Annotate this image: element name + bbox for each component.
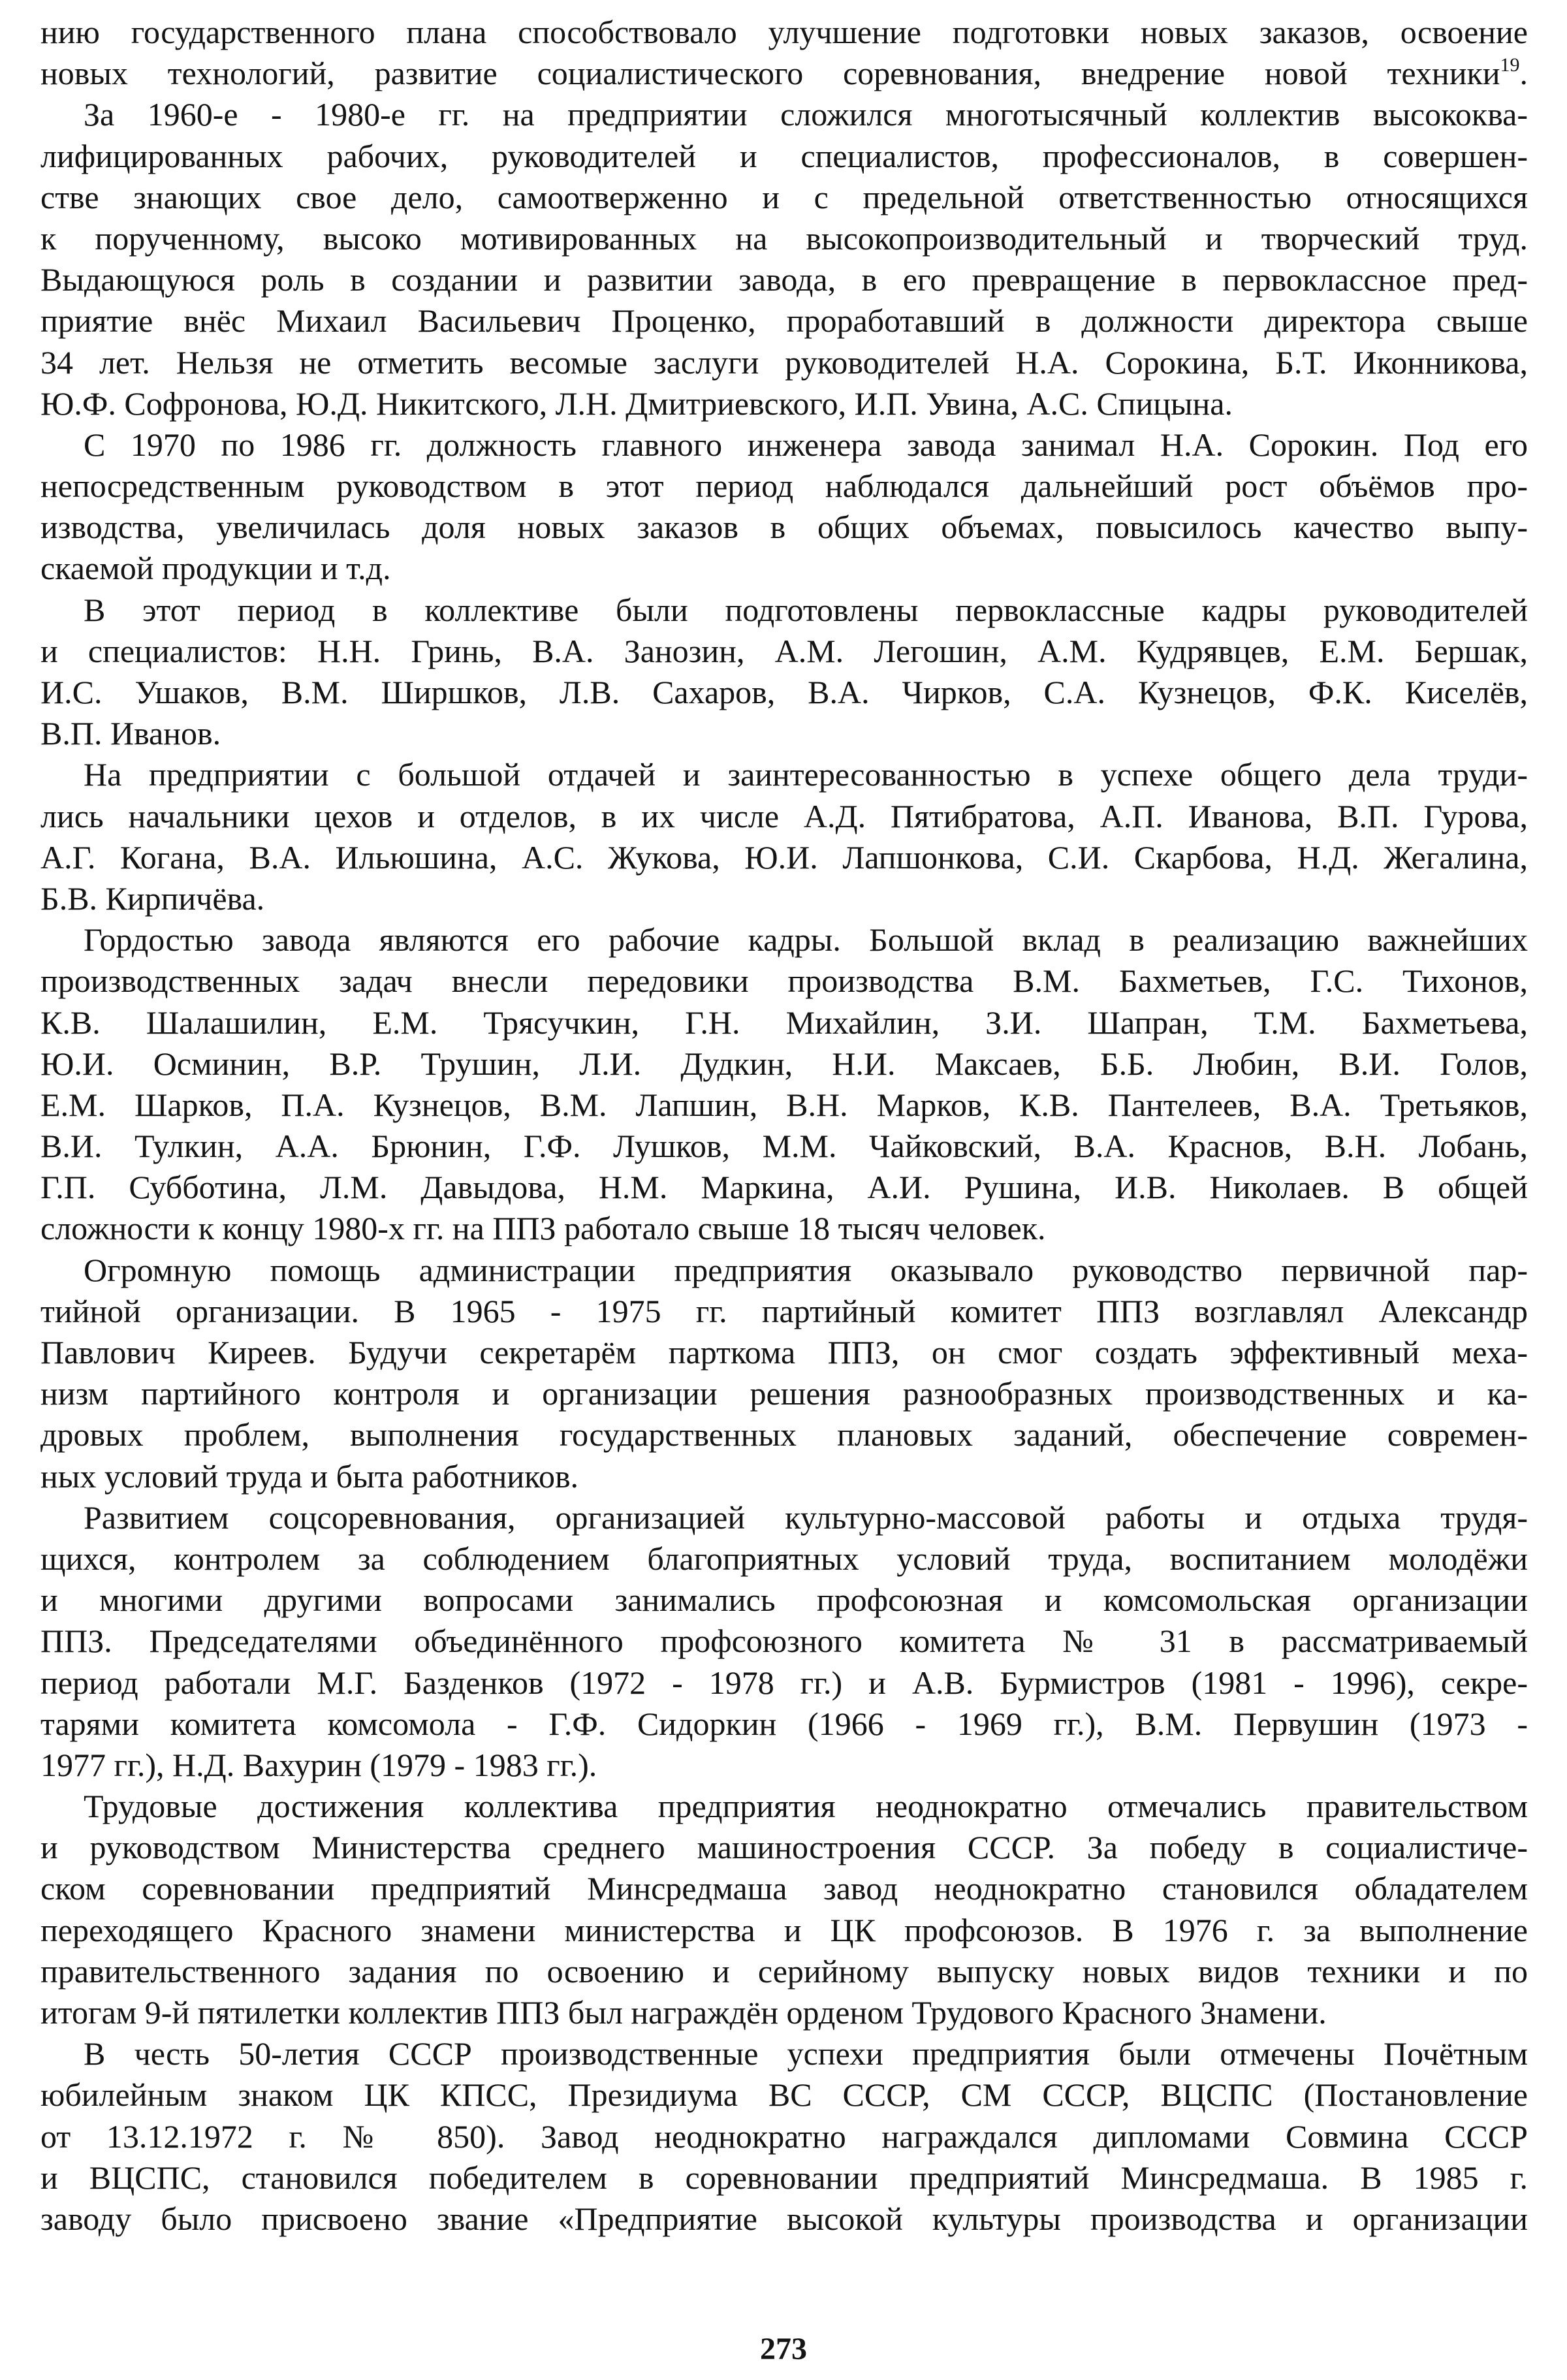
text-line: и специалистов: Н.Н. Гринь, В.А. Занозин, А.М. Легошин, А.М. Кудрявцев, Е.М. Бершак,: [40, 632, 1528, 669]
text-line: За 1960-е - 1980-е гг. на предприятии сложился многотысячный коллектив высококва-: [84, 96, 1528, 133]
paragraph: [40, 2033, 1528, 2240]
paragraph: [40, 1497, 1528, 1786]
text-line: Выдающуюся роль в создании и развитии завода, в его превращение в первоклассное пред-: [40, 261, 1528, 298]
text-line: И.С. Ушаков, В.М. Ширшков, Л.В. Сахаров, В.А. Чирков, С.А. Кузнецов, Ф.К. Киселёв,: [40, 674, 1528, 710]
text-line: Павлович Киреев. Будучи секретарём парткома ППЗ, он смог создать эффективный меха-: [40, 1334, 1528, 1371]
text-line: и многими другими вопросами занимались профсоюзная и комсомольская организации: [40, 1581, 1528, 1619]
text-line: и ВЦСПС, становился победителем в соревновании предприятий Минсредмаша. В 1985 г.: [40, 2159, 1528, 2196]
text-line: Ю.И. Осминин, В.Р. Трушин, Л.И. Дудкин, Н.И. Максаев, Б.Б. Любин, В.И. Голов,: [40, 1045, 1528, 1082]
text-line: На предприятии с большой отдачей и заинтересованностью в успехе общего дела труди-: [84, 756, 1528, 793]
page-number: 273: [760, 2332, 807, 2366]
text-line: лифицированных рабочих, руководителей и специалистов, профессионалов, в совершен-: [40, 137, 1528, 174]
paragraph: [40, 919, 1528, 1250]
paragraph: [40, 590, 1528, 755]
paragraph: [40, 94, 1528, 424]
text-line: нию государственного плана способствовало улучшение подготовки новых заказов, освоение: [40, 14, 1528, 50]
text-line: ных условий труда и быта работников.: [40, 1457, 579, 1495]
body-text: [40, 12, 1528, 2240]
text-line: изводства, увеличилась доля новых заказов в общих объемах, повысилось качество выпу-: [40, 509, 1528, 546]
text-line: В.И. Тулкин, А.А. Брюнин, Г.Ф. Лушков, М.М. Чайковский, В.А. Краснов, В.Н. Лобань,: [40, 1128, 1528, 1165]
text-line: Б.В. Кирпичёва.: [40, 880, 265, 917]
text-line: низм партийного контроля и организации решения разнообразных производственных и ка-: [40, 1375, 1528, 1412]
text-line: щихся, контролем за соблюдением благоприятных условий труда, воспитанием молодёжи: [40, 1540, 1528, 1577]
text-line: К.В. Шалашилин, Е.М. Трясучкин, Г.Н. Михайлин, З.И. Шапран, Т.М. Бахметьева,: [40, 1004, 1528, 1041]
text-line: правительственного задания по освоению и серийному выпуску новых видов техники и по: [40, 1952, 1528, 1990]
text-line: А.Г. Когана, В.А. Ильюшина, А.С. Жукова, Ю.И. Лапшонкова, С.И. Скарбова, Н.Д. Жегалина,: [40, 838, 1528, 876]
text-line: производственных задач внесли передовики производства В.М. Бахметьев, Г.С. Тихонов,: [40, 962, 1528, 1000]
text-line: непосредственным руководством в этот период наблюдался дальнейший рост объёмов про-: [40, 468, 1528, 505]
text-line: период работали М.Г. Базденков (1972 - 1978 гг.) и А.В. Бурмистров (1981 - 1996), секре-: [40, 1664, 1528, 1701]
text-line: Огромную помощь администрации предприятия оказывало руководство первичной пар-: [84, 1251, 1528, 1288]
text-line: тийной организации. В 1965 - 1975 гг. партийный комитет ППЗ возглавлял Александр: [40, 1292, 1528, 1329]
text-line: Гордостью завода являются его рабочие кадры. Большой вклад в реализацию важнейших: [84, 921, 1528, 959]
paragraph: [40, 12, 1528, 94]
text-line: С 1970 по 1986 гг. должность главного инженера завода занимал Н.А. Сорокин. Под его: [84, 426, 1528, 463]
text-line: ППЗ. Председателями объединённого профсоюзного комитета № 31 в рассматриваемый: [40, 1623, 1528, 1660]
text-line: Г.П. Субботина, Л.М. Давыдова, Н.М. Маркина, А.И. Рушина, И.В. Николаев. В общей: [40, 1169, 1528, 1206]
paragraph: [40, 754, 1528, 919]
text-line: Ю.Ф. Софронова, Ю.Д. Никитского, Л.Н. Дмитриевского, И.П. Увина, А.С. Спицына.: [40, 385, 1233, 422]
footnote-ref: 19: [1500, 54, 1520, 76]
paragraph: [40, 1250, 1528, 1497]
text-line: итогам 9-й пятилетки коллектив ППЗ был награждён орденом Трудового Красного Знамени.: [40, 1994, 1327, 2031]
text-line: дровых проблем, выполнения государственных плановых заданий, обеспечение современ-: [40, 1416, 1528, 1453]
text-line: 1977 гг.), Н.Д. Вахурин (1979 - 1983 гг.).: [40, 1746, 597, 1783]
text-line: стве знающих свое дело, самоотверженно и с предельной ответственностью относящихся: [40, 178, 1528, 215]
text-line: скаемой продукции и т.д.: [40, 550, 391, 587]
paragraph: [40, 424, 1528, 590]
text-line: тарями комитета комсомола - Г.Ф. Сидоркин (1966 - 1969 гг.), В.М. Первушин (1973 -: [40, 1705, 1528, 1742]
text-line: приятие внёс Михаил Васильевич Проценко, проработавший в должности директора свыше: [40, 302, 1528, 340]
text-line: Развитием соцсоревнования, организацией культурно-массовой работы и отдыха трудя-: [84, 1499, 1528, 1536]
text-line: заводу было присвоено звание «Предприятие высокой культуры производства и организации: [40, 2200, 1528, 2237]
text-line: от 13.12.1972 г. № 850). Завод неоднократно награждался дипломами Совмина СССР: [40, 2118, 1528, 2155]
text-line: сложности к концу 1980-х гг. на ППЗ работало свыше 18 тысяч человек.: [40, 1210, 1046, 1247]
text-line: Е.М. Шарков, П.А. Кузнецов, В.М. Лапшин, В.Н. Марков, К.В. Пантелеев, В.А. Третьяков,: [40, 1086, 1528, 1123]
text-line: к порученному, высоко мотивированных на высокопроизводительный и творческий труд.: [40, 219, 1528, 257]
text-line: переходящего Красного знамени министерства и ЦК профсоюзов. В 1976 г. за выполнение: [40, 1911, 1528, 1948]
text-line: Трудовые достижения коллектива предприятия неоднократно отмечались правительством: [84, 1788, 1528, 1825]
text-line: и руководством Министерства среднего машиностроения СССР. За победу в социалистиче-: [40, 1829, 1528, 1866]
text-line: В этот период в коллективе были подготовлены первоклассные кадры руководителей: [84, 591, 1528, 628]
text-line: юбилейным знаком ЦК КПСС, Президиума ВС СССР, СМ СССР, ВЦСПС (Постановление: [40, 2076, 1528, 2114]
text-line: В честь 50-летия СССР производственные успехи предприятия были отмечены Почётным: [84, 2035, 1528, 2072]
text-line: новых технологий, развитие социалистического соревнования, внедрение новой техники$^{19}$.: [40, 54, 1528, 92]
text-line: 34 лет. Нельзя не отметить весомые заслуги руководителей Н.А. Сорокина, Б.Т. Иконникова,: [40, 343, 1528, 381]
text-line: В.П. Иванов.: [40, 715, 221, 752]
text-line: ском соревновании предприятий Минсредмаша завод неоднократно становился обладателем: [40, 1870, 1528, 1907]
text-line: лись начальники цехов и отделов, в их числе А.Д. Пятибратова, А.П. Иванова, В.П. Гурова,: [40, 797, 1528, 834]
paragraph: [40, 1786, 1528, 2033]
